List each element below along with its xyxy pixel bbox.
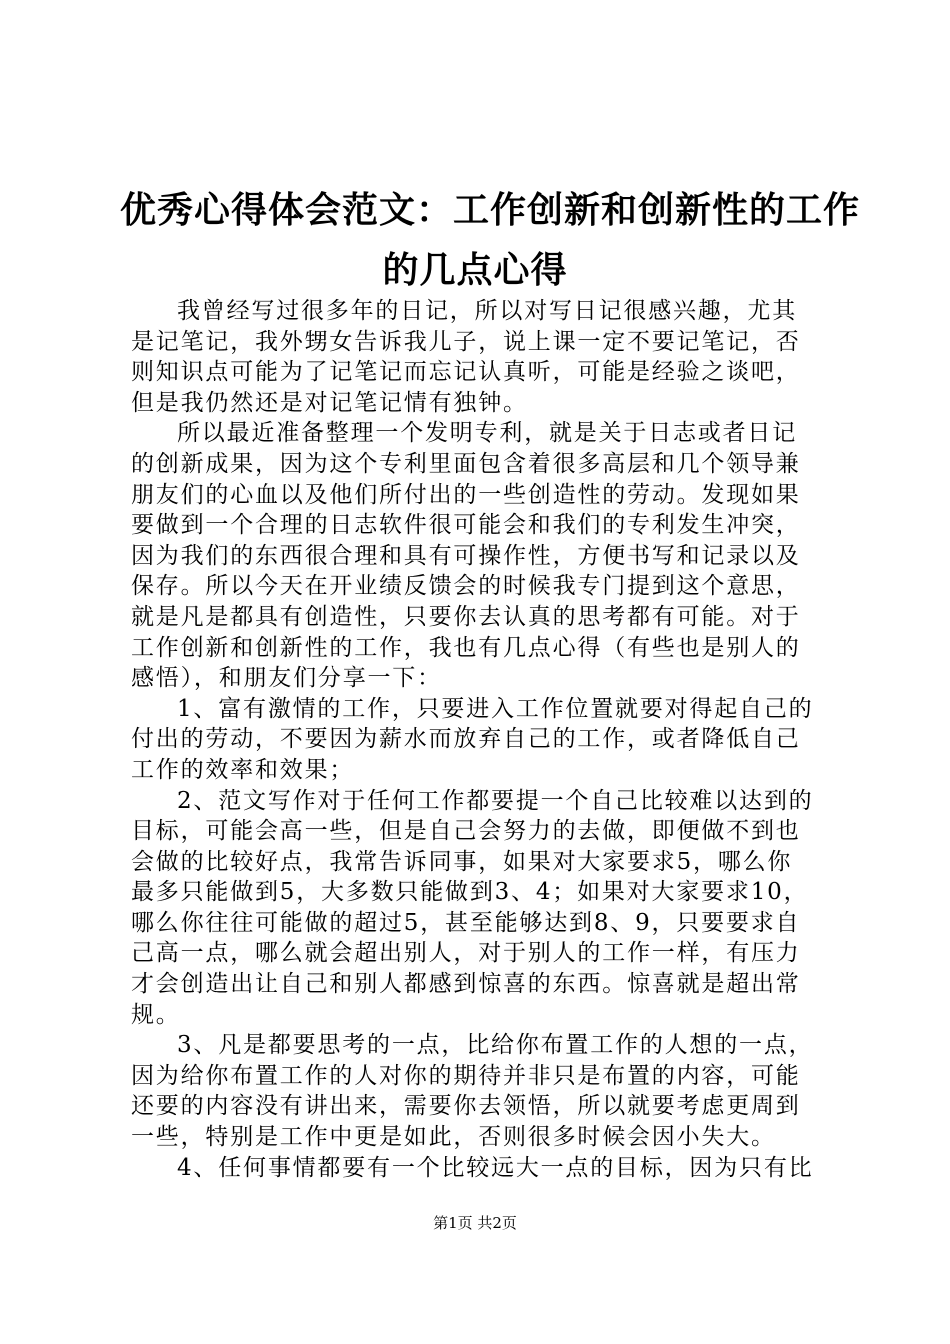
body-line: 才会创造出让自己和别人都感到惊喜的东西。惊喜就是超出常: [131, 971, 801, 998]
body-line: 规。: [131, 1001, 181, 1028]
body-line: 工作的效率和效果；: [131, 756, 355, 783]
body-line: 己高一点，哪么就会超出别人，对于别人的工作一样，有压力: [131, 940, 801, 967]
body-line: 4、任何事情都要有一个比较远大一点的目标，因为只有比: [177, 1154, 814, 1181]
body-line: 朋友们的心血以及他们所付出的一些创造性的劳动。发现如果: [131, 481, 801, 508]
body-line: 目标，可能会高一些，但是自己会努力的去做，即便做不到也: [131, 818, 801, 845]
body-line: 付出的劳动，不要因为薪水而放弃自己的工作，或者降低自己: [131, 726, 801, 753]
body-line: 但是我仍然还是对记笔记情有独钟。: [131, 389, 528, 416]
body-line: 工作创新和创新性的工作，我也有几点心得（有些也是别人的: [131, 634, 801, 661]
body-line: 哪么你往往可能做的超过5，甚至能够达到8、9，只要要求自: [131, 909, 801, 936]
body-line: 最多只能做到5，大多数只能做到3、4；如果对大家要求10，: [131, 879, 809, 906]
body-line: 还要的内容没有讲出来，需要你去领悟，所以就要考虑更周到: [131, 1093, 801, 1120]
document-body: [131, 296, 831, 1183]
body-line: 3、凡是都要思考的一点，比给你布置工作的人想的一点，: [177, 1032, 814, 1059]
body-line: 感悟），和朋友们分享一下：: [131, 665, 442, 692]
body-line: 我曾经写过很多年的日记，所以对写日记很感兴趣，尤其: [177, 298, 797, 324]
body-line: 要做到一个合理的日志软件很可能会和我们的专利发生冲突，: [131, 512, 801, 539]
body-line: 所以最近准备整理一个发明专利，就是关于日志或者日记: [177, 420, 797, 447]
body-line: 一些，特别是工作中更是如此，否则很多时候会因小失大。: [131, 1124, 776, 1151]
body-line: 因为给你布置工作的人对你的期待并非只是布置的内容，可能: [131, 1062, 801, 1089]
body-line: 2、范文写作对于任何工作都要提一个自己比较难以达到的: [177, 787, 814, 814]
body-line: 则知识点可能为了记笔记而忘记认真听，可能是经验之谈吧，: [131, 359, 801, 386]
page-footer: 第1页 共2页: [433, 1214, 517, 1232]
body-line: 保存。所以今天在开业绩反馈会的时候我专门提到这个意思，: [131, 573, 801, 600]
body-line: 是记笔记，我外甥女告诉我儿子，说上课一定不要记笔记，否: [131, 328, 801, 355]
body-line: 因为我们的东西很合理和具有可操作性，方便书写和记录以及: [131, 542, 801, 569]
body-line: 会做的比较好点，我常告诉同事，如果对大家要求5，哪么你: [131, 848, 793, 875]
body-line: 1、富有激情的工作，只要进入工作位置就要对得起自己的: [177, 695, 814, 722]
document-title-line-1: 优秀心得体会范文：工作创新和创新性的工作: [120, 189, 861, 231]
body-line: 的创新成果，因为这个专利里面包含着很多高层和几个领导兼: [131, 450, 801, 477]
document-title-line-2: 的几点心得: [382, 249, 568, 291]
body-line: 就是凡是都具有创造性，只要你去认真的思考都有可能。对于: [131, 603, 801, 630]
